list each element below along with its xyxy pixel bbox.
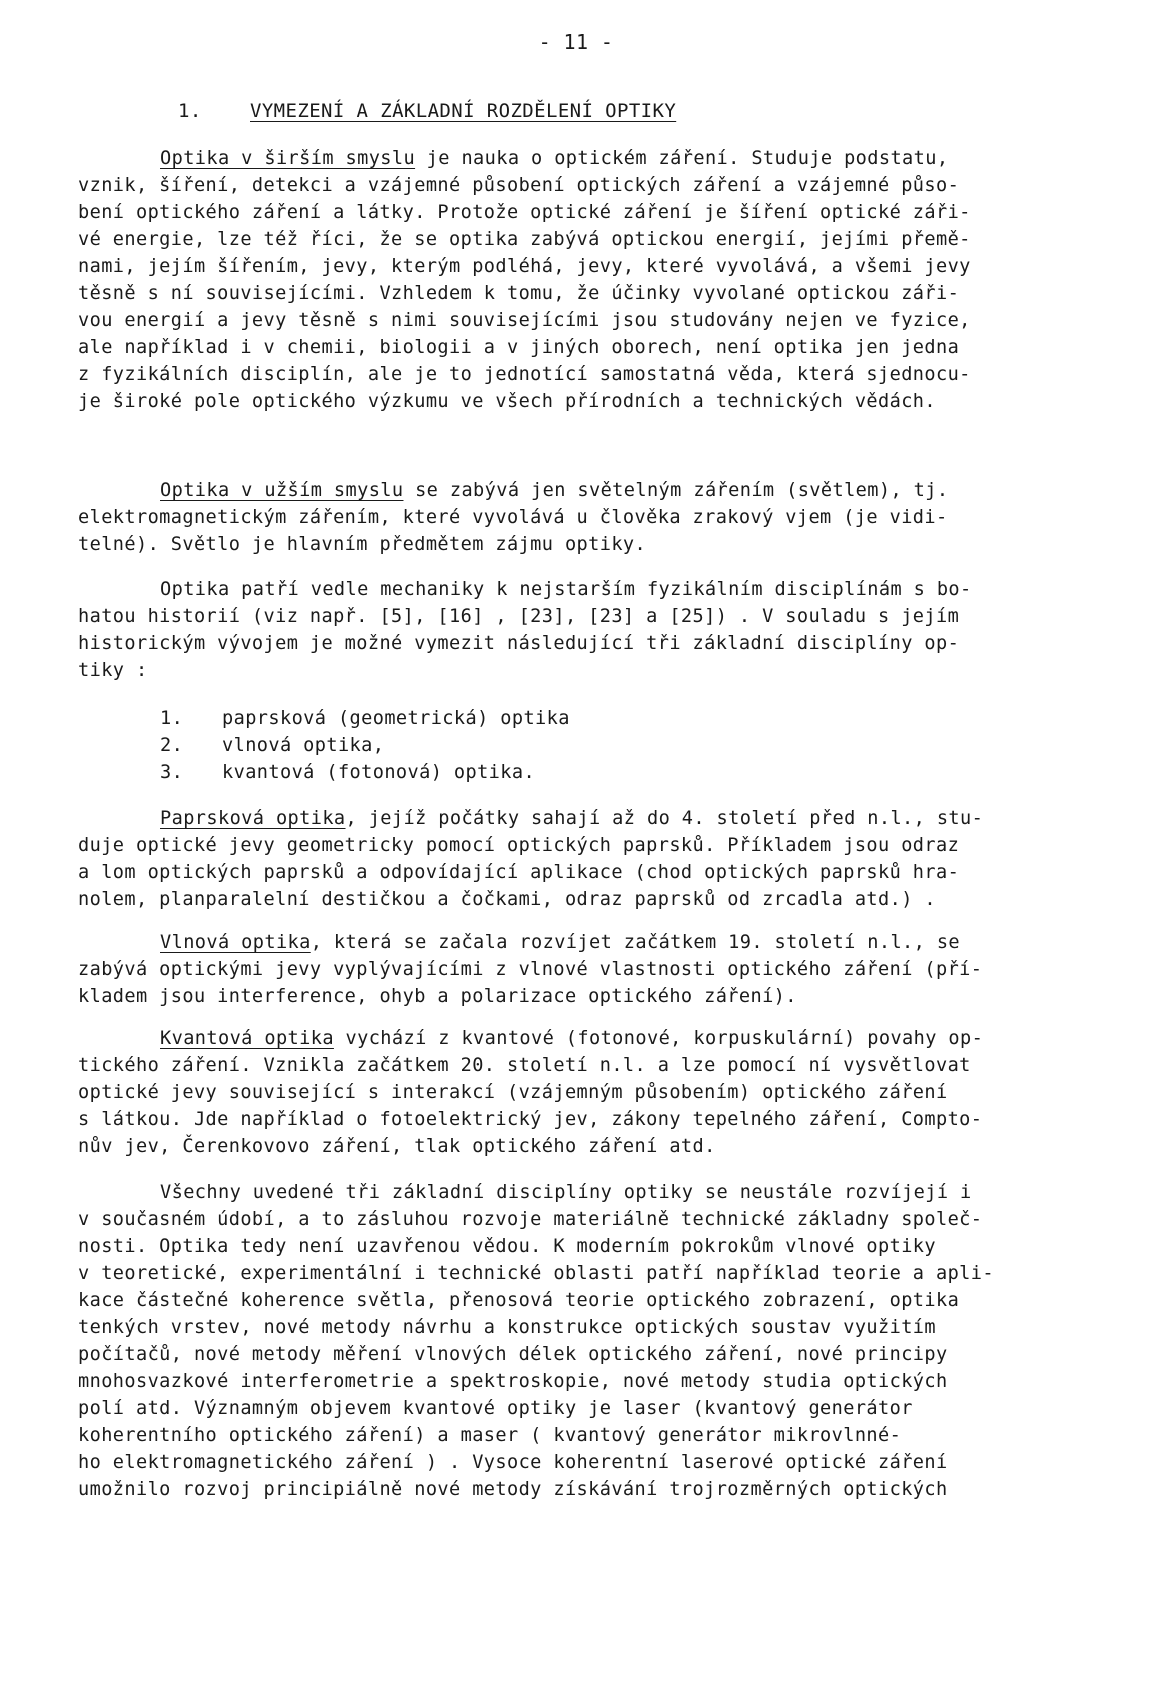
paragraph-3-line: Optika patří vedle mechaniky k nejstarším fyzikálním disciplínám s bo- <box>160 579 972 600</box>
chapter-title: VYMEZENÍ A ZÁKLADNÍ ROZDĚLENÍ OPTIKY <box>250 100 677 122</box>
paragraph-7-line: tenkých vrstev, nové metody návrhu a konstrukce optických soustav využitím <box>78 1317 936 1338</box>
paragraph-7-line: v současném údobí, a to zásluhou rozvoje materiálně technické základny společ- <box>78 1209 983 1230</box>
paragraph-6-line: Kvantová optika vychází z kvantové (fotonové, korpuskulární) povahy op- <box>160 1028 984 1049</box>
paragraph-6-line: optické jevy související s interakcí (vzájemným působením) optického záření <box>78 1082 948 1103</box>
chapter-heading <box>178 100 676 122</box>
paragraph-7-line: nosti. Optika tedy není uzavřenou vědou. K moderním pokrokům vlnové optiky <box>78 1236 936 1257</box>
paragraph-2-line: telné). Světlo je hlavním předmětem zájmu optiky. <box>78 534 647 555</box>
paragraph-7-line: umožnilo rozvoj principiálně nové metody získávání trojrozměrných optických <box>78 1479 948 1500</box>
paragraph-2-line: elektromagnetickým zářením, které vyvolává u člověka zrakový vjem (je vidi- <box>78 507 948 528</box>
paragraph-6-line: nův jev, Čerenkovovo záření, tlak optického záření atd. <box>78 1136 716 1157</box>
paragraph-3-line: tiky : <box>78 660 148 681</box>
paragraph-1-line: vznik, šíření, detekci a vzájemné působení optických záření a vzájemné půso- <box>78 175 960 196</box>
paragraph-1-line: je široké pole optického výzkumu ve všech přírodních a technických vědách. <box>78 391 936 412</box>
paragraph-7-line: mnohosvazkové interferometrie a spektroskopie, nové metody studia optických <box>78 1371 948 1392</box>
paragraph-1-line: Optika v širším smyslu je nauka o optickém záření. Studuje podstatu, <box>160 148 949 169</box>
paragraph-2-line: Optika v užším smyslu se zabývá jen světelným zářením (světlem), tj. <box>160 480 949 501</box>
paragraph-1-line: vou energií a jevy těsně s nimi souvisejícími jsou studovány nejen ve fyzice, <box>78 310 971 331</box>
term-ray-optics: Paprsková optika <box>160 808 346 829</box>
paragraph-4-line: a lom optických paprsků a odpovídající aplikace (chod optických paprsků hra- <box>78 862 960 883</box>
list-item: 3. kvantová (fotonová) optika. <box>160 762 536 783</box>
paragraph-4-line: duje optické jevy geometricky pomocí optických paprsků. Příkladem jsou odraz <box>78 835 960 856</box>
paragraph-7-line: v teoretické, experimentální i technické oblasti patří například teorie a apli- <box>78 1263 994 1284</box>
paragraph-5-line: kladem jsou interference, ohyb a polarizace optického záření). <box>78 986 797 1007</box>
paragraph-3-line: historickým vývojem je možné vymezit následující tři základní disciplíny op- <box>78 633 960 654</box>
paragraph-3-line: hatou historií (viz např. [5], [16] , [23], [23] a [25]) . V souladu s jejím <box>78 606 960 627</box>
paragraph-1-line: z fyzikálních disciplín, ale je to jednotící samostatná věda, která sjednocu- <box>78 364 971 385</box>
paragraph-6-line: tického záření. Vznikla začátkem 20. století n.l. a lze pomocí ní vysvětlovat <box>78 1055 971 1076</box>
paragraph-7-line: Všechny uvedené tři základní disciplíny optiky se neustále rozvíjejí i <box>160 1182 972 1203</box>
list-item: 1. paprsková (geometrická) optika <box>160 708 570 729</box>
list-item: 2. vlnová optika, <box>160 735 385 756</box>
paragraph-4-line: nolem, planparalelní destičkou a čočkami, odraz paprsků od zrcadla atd.) . <box>78 889 936 910</box>
paragraph-6-line: s látkou. Jde například o fotoelektrický jev, zákony tepelného záření, Compto- <box>78 1109 983 1130</box>
paragraph-7-line: polí atd. Významným objevem kvantové optiky je laser (kvantový generátor <box>78 1398 913 1419</box>
paragraph-1-line: nami, jejím šířením, jevy, kterým podléhá, jevy, které vyvolává, a všemi jevy <box>78 256 971 277</box>
chapter-number: 1. <box>178 100 202 122</box>
paragraph-5-line: zabývá optickými jevy vyplývajícími z vlnové vlastnosti optického záření (pří- <box>78 959 983 980</box>
paragraph-5-line: Vlnová optika, která se začala rozvíjet začátkem 19. století n.l., se <box>160 932 961 953</box>
paragraph-7-line: počítačů, nové metody měření vlnových délek optického záření, nové principy <box>78 1344 948 1365</box>
page-number: - 11 - <box>538 30 614 54</box>
paragraph-7-line: kace částečné koherence světla, přenosová teorie optického zobrazení, optika <box>78 1290 960 1311</box>
paragraph-7-line: ho elektromagnetického záření ) . Vysoce koherentní laserové optické záření <box>78 1452 948 1473</box>
paragraph-1-line: vé energie, lze též říci, že se optika zabývá optickou energií, jejími přemě- <box>78 229 971 250</box>
paragraph-7-line: koherentního optického záření) a maser ( kvantový generátor mikrovlnné- <box>78 1425 902 1446</box>
paragraph-4-line: Paprsková optika, jejíž počátky sahají až do 4. století před n.l., stu- <box>160 808 984 829</box>
term-optics-broad: Optika v širším smyslu <box>160 148 416 169</box>
paragraph-1-line: ale například i v chemii, biologii a v jiných oborech, není optika jen jedna <box>78 337 960 358</box>
term-optics-narrow: Optika v užším smyslu <box>160 480 404 501</box>
paragraph-1-line: těsně s ní souvisejícími. Vzhledem k tomu, že účinky vyvolané optickou záři- <box>78 283 960 304</box>
paragraph-1-line: bení optického záření a látky. Protože optické záření je šíření optické záři- <box>78 202 971 223</box>
term-wave-optics: Vlnová optika <box>160 932 311 953</box>
term-quantum-optics: Kvantová optika <box>160 1028 334 1049</box>
